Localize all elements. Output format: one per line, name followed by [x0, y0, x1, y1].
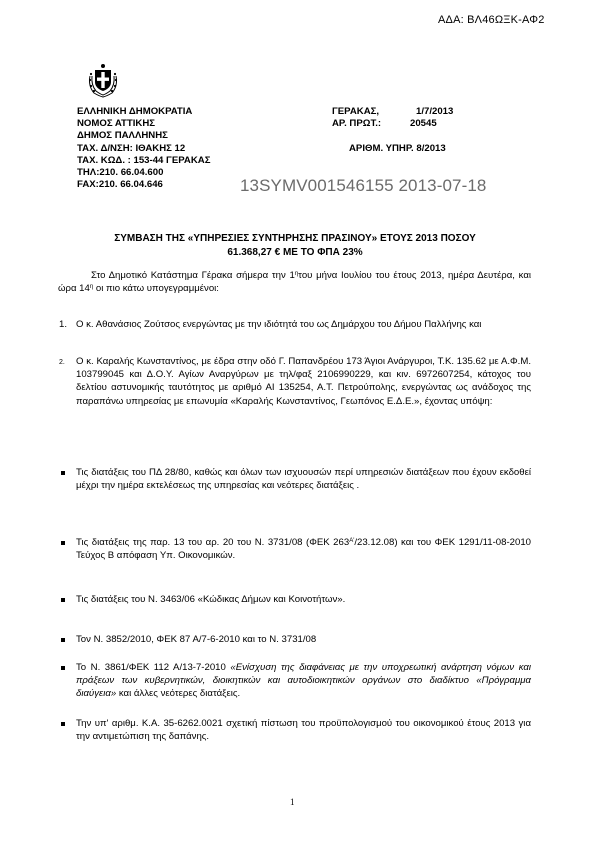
party-item: [59, 355, 531, 408]
issuer-line: ΔΗΜΟΣ ΠΑΛΛΗΝΗΣ: [77, 130, 168, 142]
legal-basis-item: Την υπ' αριθμ. Κ.Α. 35-6262.0021 σχετική πίστωση του προϋπολογισμού του οικονομικού έτους 2013 για την αντιμετώπιση της δαπάνης.: [76, 717, 531, 743]
party-item: [59, 318, 531, 331]
bullet-icon: [61, 722, 65, 726]
legal-basis-item: Τις διατάξεις του ΠΔ 28/80, καθώς και όλων των ισχυουσών περί υπηρεσιών διατάξεων που έχουν εκδοθεί μέχρι την ημέρα εκτελέσεως της υπηρεσίας και νεότερες διατάξεις .: [76, 466, 531, 492]
legal-basis-item: Τις διατάξεις του Ν. 3463/06 «Κώδικας Δήμων και Κοινοτήτων».: [76, 593, 531, 606]
bullet-icon: [61, 666, 65, 670]
party-text: Ο κ. Αθανάσιος Ζούτσος ενεργώντας με την ιδιότητά του ως Δημάρχου του Δήμου Παλλήνης και: [76, 319, 482, 330]
party-text: Ο κ. Καραλής Κωνσταντίνος, με έδρα στην οδό Γ. Παπανδρέου 173 Άγιοι Ανάργυροι, Τ.Κ. 135.62 με Α.Φ.Μ. 103799045 και Δ.Ο.Υ. Αγίων Αναργύρων με τηλ/φαξ 2106990229, και κιν. 6972607254, κάτοχος του δελτίου αστυνομικής ταυτότητος με αριθμό ΑΙ 135254, Α.Τ. Πετρούπολης, ενεργώντας ως ανάδοχος της παραπάνω υπηρεσίας με επωνυμία «Καραλής Κωνσταντίνος, Γεωπόνος Ε.Δ.Ε.», έχοντας υπόψη:: [76, 356, 531, 407]
protocol-label: ΑΡ. ΠΡΩΤ.:: [332, 118, 382, 130]
protocol-number: 20545: [410, 118, 437, 130]
reference-block: [332, 106, 453, 155]
issuer-line: ΤΑΧ. ΚΩΔ. : 153-44 ΓΕΡΑΚΑΣ: [77, 154, 211, 166]
contract-title: [70, 232, 520, 260]
bullet-icon: [61, 471, 65, 475]
item-number: 2.: [59, 359, 65, 366]
issuer-line: ΝΟΜΟΣ ΑΤΤΙΚΗΣ: [77, 118, 156, 130]
legal-basis-item: Τις διατάξεις της παρ. 13 του αρ. 20 του Ν. 3731/08 (ΦΕΚ $263^{A'}/23.12.08$) και του ΦΕΚ 1291/11-08-2010 Τεύχος Β απόφαση Υπ. Οικονομικών.: [76, 536, 531, 562]
contract-number: ΑΡΙΘΜ. ΥΠΗΡ. 8/2013: [349, 142, 446, 154]
title-amount: 61.368,27 € ΜΕ ΤΟ ΦΠΑ 23%: [227, 247, 363, 258]
document-id-stamp: 13SYMV001546155 2013-07-18: [240, 176, 487, 195]
issuer-block: [77, 106, 210, 191]
legal-basis-item: Το Ν. 3861/ΦΕΚ 112 Α/13-7-2010 «Ενίσχυση της διαφάνειας με την υποχρεωτική ανάρτηση νόμων και πράξεων των κυβερνητικών, διοικητικών και αυτοδιοικητικών οργάνων στο διαδίκτυο «Πρόγραμμα διαύγεια» και άλλες νεότερες διατάξεις.: [76, 661, 531, 701]
bullet-icon: [61, 541, 65, 545]
issuer-line: ΕΛΛΗΝΙΚΗ ΔΗΜΟΚΡΑΤΙΑ: [77, 106, 193, 117]
issuer-line: FAX:210. 66.04.646: [77, 179, 163, 191]
title-line: ΣΥΜΒΑΣΗ ΤΗΣ «ΥΠΗΡΕΣΙΕΣ ΣΥΝΤΗΡΗΣΗΣ ΠΡΑΣΙΝΟΥ» ΕΤΟΥΣ 2013 ΠΟΣΟΥ: [114, 233, 476, 244]
document-date: 1/7/2013: [416, 106, 454, 117]
item-number: 1.: [59, 319, 68, 330]
ada-code: ΑΔΑ: ΒΛ46ΩΞΚ-ΑΦ2: [438, 14, 545, 26]
place-label: ΓΕΡΑΚΑΣ,: [332, 106, 380, 117]
coat-of-arms-icon: [86, 62, 120, 98]
issuer-line: ΤΑΧ. Δ/ΝΣΗ: ΙΘΑΚΗΣ 12: [77, 142, 186, 154]
intro-paragraph: Στο Δημοτικό Κατάστημα Γέρακα σήμερα την $1^\eta\tau o\upsilon$ μήνα Ιουλίου του έτους 2013, ημέρα Δευτέρα, και ώρα $14^\eta$ οι πιο κάτω υπογεγραμμένοι:: [58, 270, 532, 295]
bullet-icon: [61, 638, 65, 642]
issuer-line: ΤΗΛ:210. 66.04.600: [77, 166, 164, 178]
page-number: 1: [290, 797, 295, 807]
bullet-icon: [61, 598, 65, 602]
legal-basis-item: Τον Ν. 3852/2010, ΦΕΚ 87 Α/7-6-2010 και το Ν. 3731/08: [76, 633, 531, 646]
